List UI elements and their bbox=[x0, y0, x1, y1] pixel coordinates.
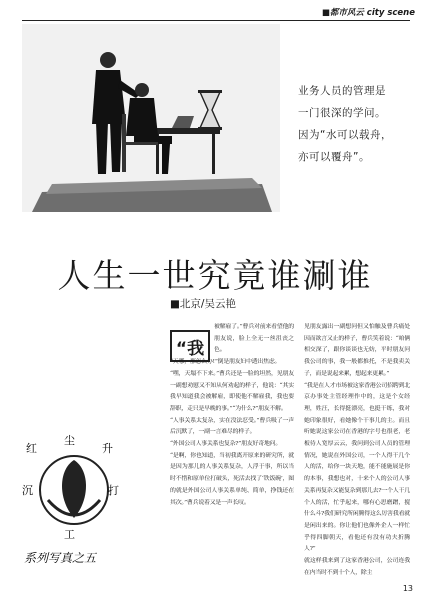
logo-char: 工 bbox=[64, 528, 75, 541]
pull-quote bbox=[298, 80, 408, 168]
quote-line: 一门很深的学问。 bbox=[298, 107, 386, 119]
paragraph: “我是在人才市场被这家香港公司招聘到北京办事处主管经理作中的，这是个女经理，姓汪，长得挺漂亮，也挺干练，我对她印象很好，看她像个干事儿的主。而且听她说这家公司在香港的字号也很老，老板待人宽厚云云，我问到公司人员的管理情况，她说在外国公司，一个人得干几个人的活，给你一块天地，能不能施展是你的本事，我想也对，十来个人的公司人事关系再复杂又能复杂到那儿去?一个人干几个人的活，忙乎起来，哪有心思磨蹭，搅什么斗?我们研究所闲腾得这么厉害我看就是闲出来的。你让他们也像外企人一样忙乎得四脚朝天，看他还有没有功夫折腾人?” bbox=[304, 382, 410, 553]
paragraph: “天哪，那怎么办!”倒是朋友妇中透出焦虑。 bbox=[170, 359, 281, 366]
quote-line: 亦可以覆舟”。 bbox=[298, 151, 370, 163]
article-column-2 bbox=[304, 322, 410, 579]
logo-char: 沉 bbox=[22, 484, 33, 497]
logo-caption: 系列写真之五 bbox=[24, 551, 97, 565]
paragraph: 见朋友露出一副想问但又怕触及曹兵痛处因而欲言又止的样子，曹兵笑着说：“咱俩相交深了，跟你谈谈也无妨，平时朋友问我公司的事，我一般都推托，不是我卖关子，而是说起来累，想起来更累。” bbox=[304, 324, 410, 377]
paragraph: “嘿，天塌不下来。”曹兵还是一脸的坦然，见朋友一副想劝慰又不知从何劝起的样子，他说：“其实我早知道我会被解雇，即使他不解雇我，我也要辞职，走只是早晚的事。”“为什么?”朋友不解。 bbox=[170, 370, 294, 412]
logo-char: 升 bbox=[102, 442, 113, 455]
article-column-1 bbox=[170, 322, 294, 509]
paragraph: “人事关系太复杂，实在没法忍受。”曹兵吸了一声后沉默了，一副一言难尽的样子。 bbox=[170, 417, 294, 436]
logo-char: 尘 bbox=[64, 434, 75, 447]
section-header: ■都市风云 city scene bbox=[321, 8, 415, 18]
article-title: 人生一世究竟谁涮谁 bbox=[57, 256, 373, 295]
paragraph: 就这样我来到了这家香港公司，公司连我在内当时不到十个人，除主 bbox=[304, 558, 410, 576]
paragraph: “外国公司人事关系也复杂?”朋友好奇地问。 bbox=[170, 441, 282, 448]
header-rule bbox=[22, 20, 410, 21]
quote-line: 因为“水可以载舟， bbox=[298, 129, 392, 141]
logo-char: 红 bbox=[26, 442, 37, 455]
page-number: 13 bbox=[402, 584, 413, 593]
photo-illustration bbox=[22, 24, 280, 212]
byline: ■北京/吴云艳 bbox=[170, 298, 236, 310]
logo-char: 打 bbox=[108, 484, 119, 497]
paragraph: 被解雇了。”曹兵对前来看望他的朋友说，脸上全无一丝沮丧之色。 bbox=[214, 324, 294, 354]
quote-line: 业务人员的管理是 bbox=[298, 85, 386, 97]
drop-cap: “我 bbox=[170, 330, 210, 362]
paragraph: “是啊，你也知道，当初我离开原来的研究所，就是因为那儿的人事关系复杂，人浮于事，所以当时不惜和原单位打破头，死活去找了‘铁饭碗’，图的就是外国公司人事关系单纯、简单，挣钱还在其次。”曹兵说着又是一声长叹。 bbox=[170, 452, 294, 506]
series-logo bbox=[18, 430, 124, 570]
